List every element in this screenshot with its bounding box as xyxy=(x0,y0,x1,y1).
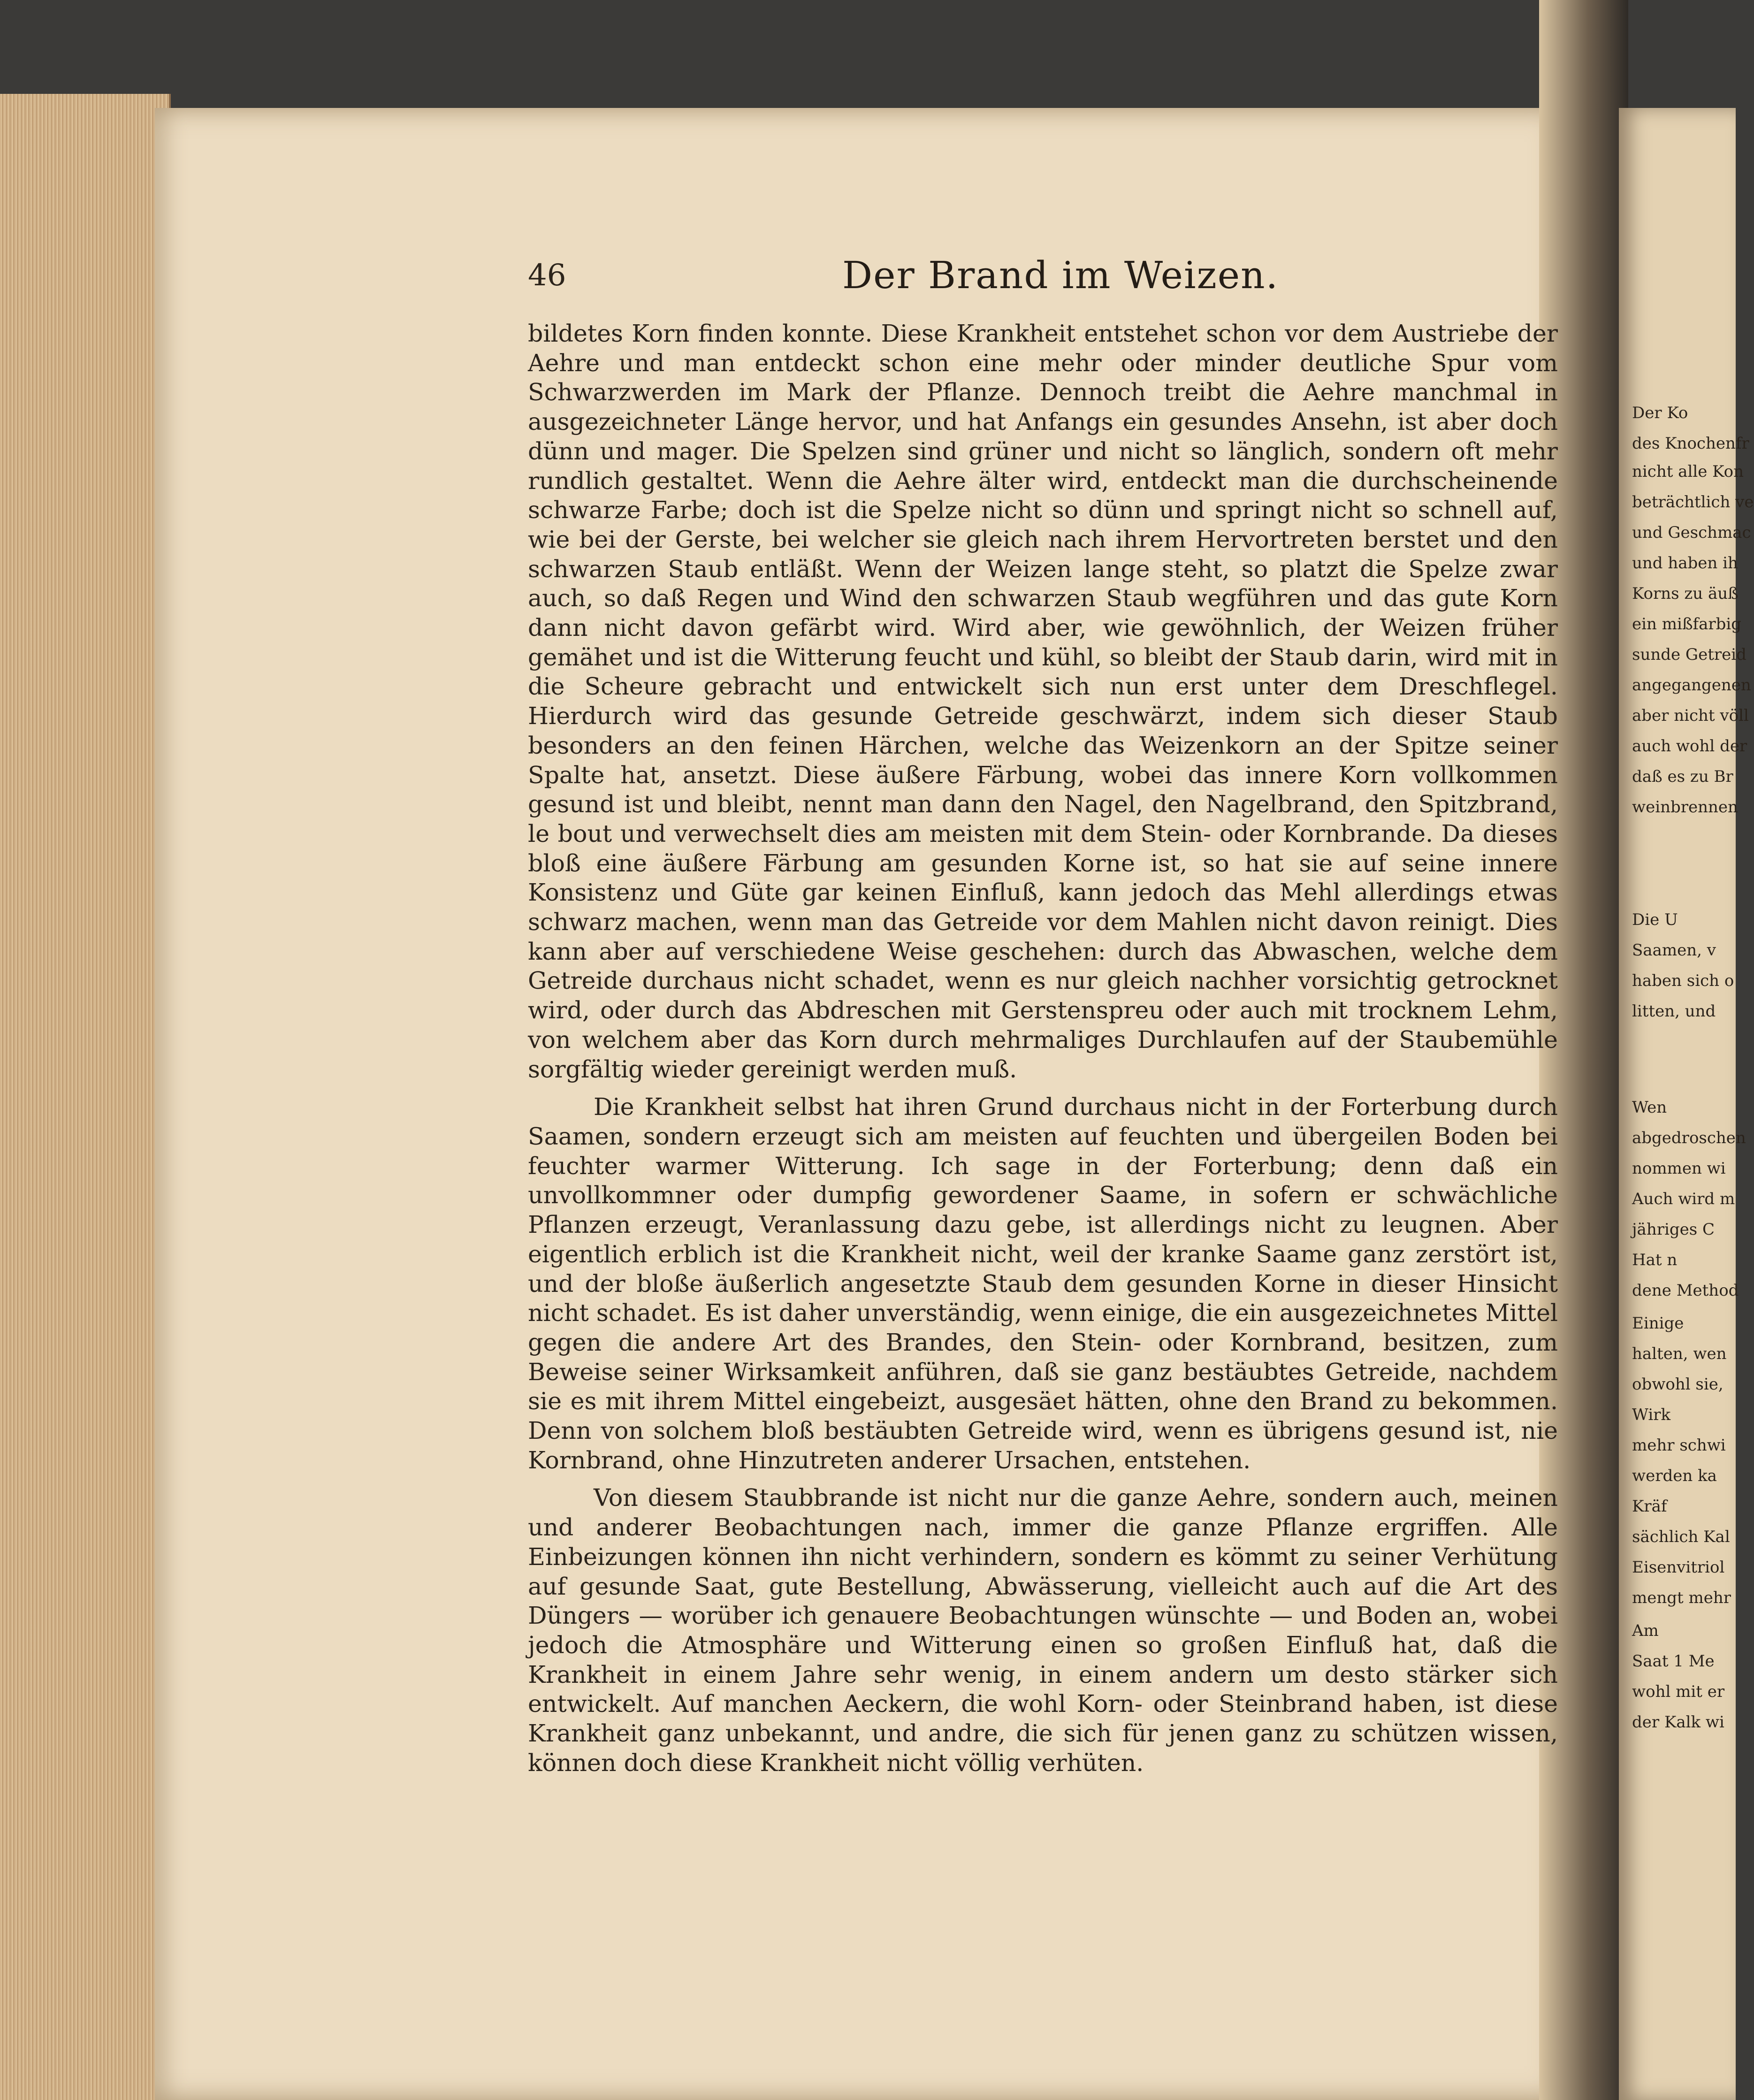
facing-page-line: Kräf xyxy=(1632,1497,1667,1516)
facing-page-line: Am xyxy=(1632,1621,1659,1640)
facing-page-line: Saamen, v xyxy=(1632,941,1716,960)
facing-page-line: Der Ko xyxy=(1632,404,1688,422)
paragraph-2: Die Krankheit selbst hat ihren Grund durchaus nicht in der Forterbung durch Saamen, sondern erzeugt sich am meisten auf feuchten und übergeilen Boden bei feuchter warmer Witterung. Ich sage in der Forterbung; denn daß ein unvollkommner oder dumpfig gewordener Saame, in sofern er schwächliche Pflanzen erzeugt, Veranlassung dazu gebe, ist allerdings nicht zu leugnen. Aber eigentlich erblich ist die Krankheit nicht, weil der kranke Saame ganz zerstört ist, und der bloße äußerlich angesetzte Staub dem gesunden Korne in dieser Hinsicht nicht schadet. Es ist daher unverständig, wenn einige, die ein ausgezeichnetes Mittel gegen die andere Art des Brandes, den Stein- oder Kornbrand, besitzen, zum Beweise seiner Wirksamkeit anführen, daß sie ganz bestäubtes Getreide, nachdem sie es mit ihrem Mittel eingebeizt, ausgesäet hätten, ohne den Brand zu bekommen. Denn von solchem bloß bestäubten Getreide wird, wenn es übrigens gesund ist, nie Kornbrand, ohne Hinzutreten anderer Ursachen, entstehen. xyxy=(528,1093,1558,1474)
facing-page-line: auch wohl der xyxy=(1632,737,1747,756)
facing-page-line: sächlich Kal xyxy=(1632,1527,1730,1546)
facing-page-line: Wirk xyxy=(1632,1405,1671,1424)
facing-page-line: Wen xyxy=(1632,1098,1667,1117)
running-head xyxy=(528,253,1541,296)
page-number: 46 xyxy=(528,258,566,293)
facing-page-line: werden ka xyxy=(1632,1466,1717,1485)
facing-page-line: beträchtlich ve xyxy=(1632,493,1754,512)
facing-page-line: abgedroschen xyxy=(1632,1129,1746,1147)
facing-page-line: und haben ih xyxy=(1632,554,1738,573)
facing-page-line: Die U xyxy=(1632,910,1678,929)
facing-page-line: Auch wird m xyxy=(1632,1190,1735,1208)
facing-page-line: Korns zu äuß xyxy=(1632,584,1739,603)
facing-page-line: Einige xyxy=(1632,1314,1684,1333)
facing-page-line: halten, wen xyxy=(1632,1344,1727,1363)
paragraph-1: bildetes Korn finden konnte. Diese Krankheit entstehet schon vor dem Austriebe der Aehre und man entdeckt schon eine mehr oder minder deutliche Spur vom Schwarzwerden im Mark der Pflanze. Dennoch treibt die Aehre manchmal in ausgezeichneter Länge hervor, und hat Anfangs ein gesundes Ansehn, ist aber doch dünn und mager. Die Spelzen sind grüner und nicht so länglich, sondern oft mehr rundlich gestaltet. Wenn die Aehre älter wird, entdeckt man die durchscheinende schwarze Farbe; doch ist die Spelze nicht so dünn und springt nicht so schnell auf, wie bei der Gerste, bei welcher sie gleich nach ihrem Hervortreten berstet und den schwarzen Staub entläßt. Wenn der Weizen lange steht, so platzt die Spelze zwar auch, so daß Regen und Wind den schwarzen Staub wegführen und das gute Korn dann nicht davon gefärbt wird. Wird aber, wie gewöhnlich, der Weizen früher gemähet und ist die Witterung feucht und kühl, so bleibt der Staub darin, wird mit in die Scheure gebracht und entwickelt sich nun erst unter dem Dreschflegel. Hierdurch wird das gesunde Getreide geschwärzt, indem sich dieser Staub besonders an den feinen Härchen, welche das Weizenkorn an der Spitze seiner Spalte hat, ansetzt. Diese äußere Färbung, wobei das innere Korn vollkommen gesund ist und bleibt, nennt man dann den Nagel, den Nagelbrand, den Spitzbrand, le bout und verwechselt dies am meisten mit dem Stein- oder Kornbrande. Da dieses bloß eine äußere Färbung am gesunden Korne ist, so hat sie auf seine innere Konsistenz und Güte gar keinen Einfluß, kann jedoch das Mehl allerdings etwas schwarz machen, wenn man das Getreide vor dem Mahlen nicht davon reinigt. Dies kann aber auf verschiedene Weise geschehen: durch das Abwaschen, welche dem Getreide durchaus nicht schadet, wenn es nur gleich nachher vorsichtig getrocknet wird, oder durch das Abdreschen mit Gerstenspreu oder auch mit trocknem Lehm, von welchem aber das Korn durch mehrmaliges Durchlaufen auf der Staubemühle sorgfältig wieder gereinigt werden muß. xyxy=(528,320,1558,1083)
facing-page-line: mengt mehr xyxy=(1632,1588,1731,1607)
facing-page-line: des Knochenfr xyxy=(1632,434,1749,453)
facing-page-line: dene Method xyxy=(1632,1281,1739,1300)
facing-page-line: Eisenvitriol xyxy=(1632,1558,1725,1577)
facing-page-line: nicht alle Kon xyxy=(1632,462,1744,481)
facing-page-line: haben sich o xyxy=(1632,971,1734,990)
facing-page-line: ein mißfarbig xyxy=(1632,615,1742,634)
facing-page-line: Saat 1 Me xyxy=(1632,1652,1715,1671)
book-page-edges xyxy=(0,94,171,2100)
facing-page-line: litten, und xyxy=(1632,1002,1716,1021)
facing-page-line: daß es zu Br xyxy=(1632,767,1733,786)
facing-page-line: obwohl sie, xyxy=(1632,1375,1723,1394)
paragraph-3: Von diesem Staubbrande ist nicht nur die ganze Aehre, sondern auch, meinen und anderer Beobachtungen nach, immer die ganze Pflanze ergriffen. Alle Einbeizungen können ihn nicht verhindern, sondern es kömmt zu seiner Verhütung auf gesunde Saat, gute Bestellung, Abwässerung, vielleicht auch auf die Art des Düngers — worüber ich genauere Beobachtungen wünschte — und Boden an, wobei jedoch die Atmosphäre und Witterung einen so großen Einfluß hat, daß die Krankheit in einem Jahre sehr wenig, in einem andern um desto stärker sich entwickelt. Auf manchen Aeckern, die wohl Korn- oder Steinbrand haben, ist diese Krankheit ganz unbekannt, und andre, die sich für jenen ganz zu schützen wissen, können doch diese Krankheit nicht völlig verhüten. xyxy=(528,1484,1558,1777)
body-text xyxy=(528,319,1558,1788)
facing-page-line: angegangenen xyxy=(1632,676,1751,695)
facing-page-line: und Geschmac xyxy=(1632,523,1751,542)
facing-page-line: mehr schwi xyxy=(1632,1436,1726,1455)
facing-page-line: wohl mit er xyxy=(1632,1682,1725,1701)
facing-page-line: nommen wi xyxy=(1632,1159,1726,1178)
facing-page-line: Hat n xyxy=(1632,1251,1678,1269)
facing-page-line: sunde Getreid xyxy=(1632,645,1746,664)
facing-page-line: jähriges C xyxy=(1632,1220,1715,1239)
facing-page-line: weinbrennen xyxy=(1632,798,1738,817)
facing-page-line: der Kalk wi xyxy=(1632,1713,1724,1732)
page-title: Der Brand im Weizen. xyxy=(842,253,1279,297)
facing-page-line: aber nicht völl xyxy=(1632,706,1749,725)
